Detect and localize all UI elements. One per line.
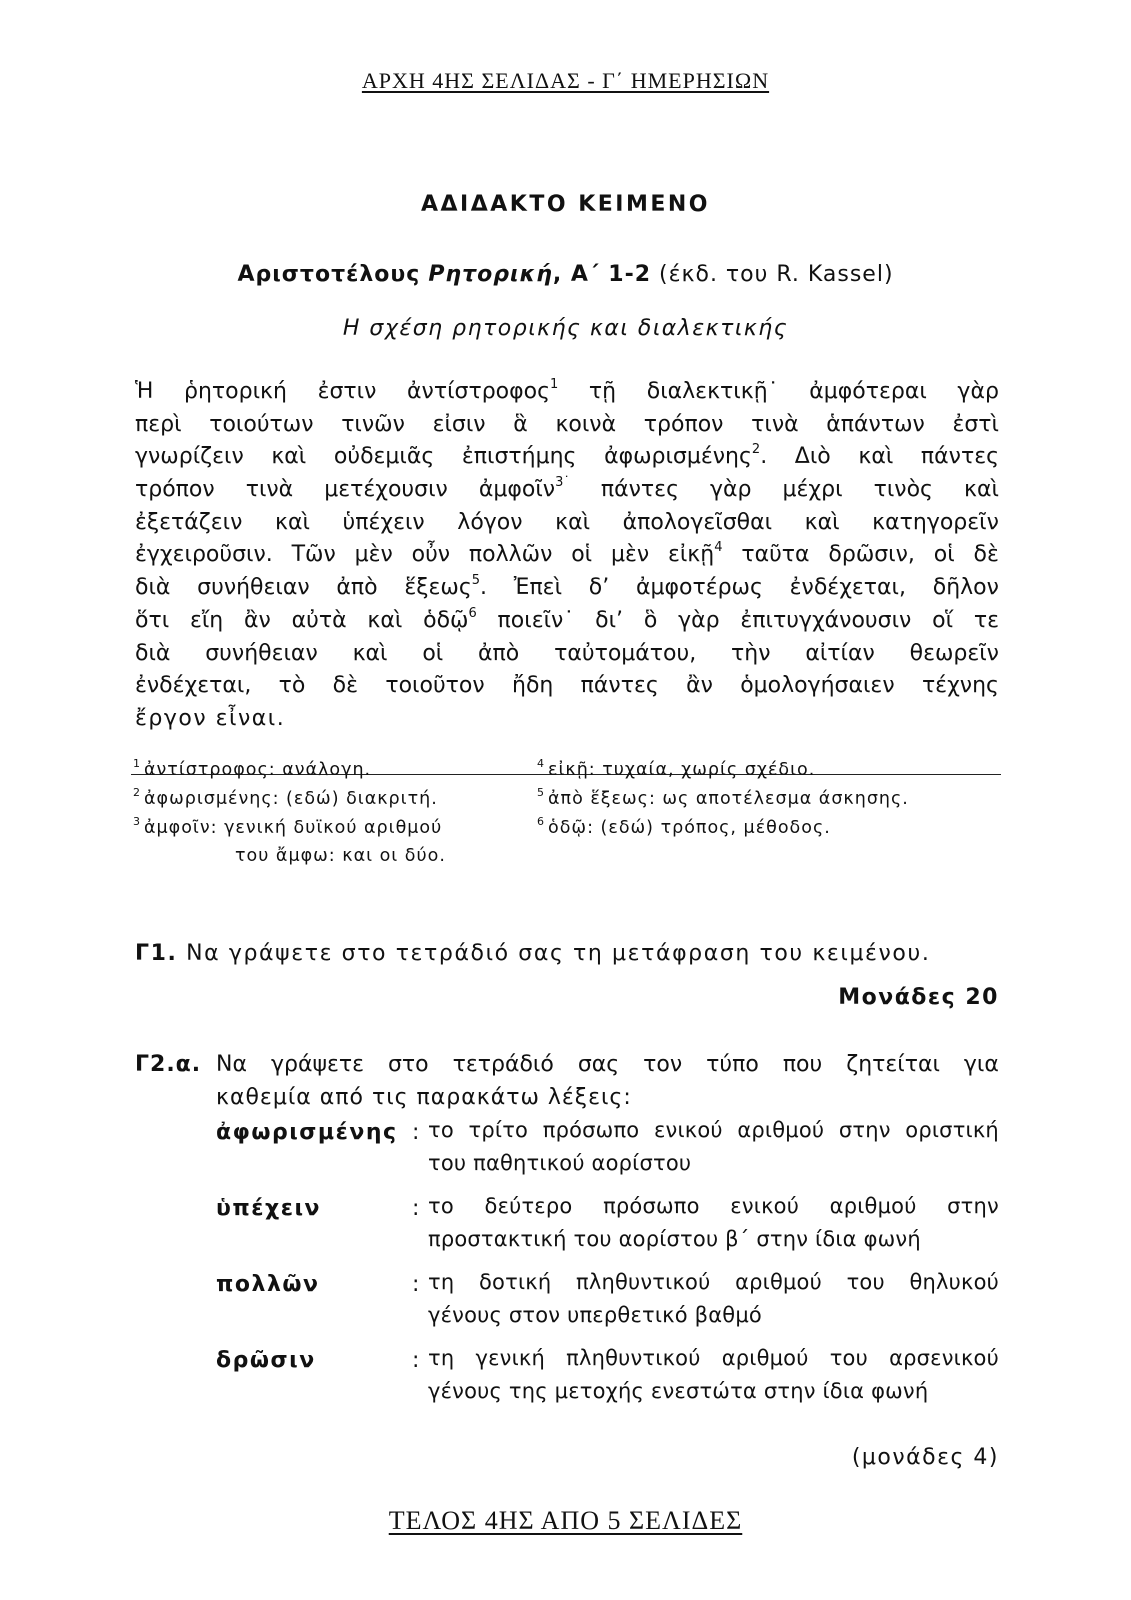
footnote-3-continuation: του ἄμφω: και οι δύο. — [235, 846, 446, 866]
term-word: δρῶσιν — [216, 1348, 316, 1373]
source-work: Ρητορική — [428, 262, 553, 287]
passage-line: ὅτι εἴη ἂν αὐτὰ καὶ ὁδῷ$^6$ ποιεῖν˙ δι’ ὃ γὰρ ἐπιτυγχάνουσιν οἵ τε — [135, 605, 999, 633]
ancient-text-passage — [135, 376, 999, 736]
question-label: Γ1. — [135, 941, 178, 966]
term-colon: : — [412, 1120, 420, 1145]
term-colon: : — [412, 1196, 420, 1221]
footnote-ref: 3˙ — [555, 475, 570, 491]
term-word: ἀφωρισμένης — [216, 1120, 398, 1145]
passage-line: ἐγχειροῦσιν. Τῶν μὲν οὖν πολλῶν οἱ μὲν εἰκῇ$^4$ ταῦτα δρῶσιν, οἱ δὲ — [135, 540, 999, 568]
source-ref: , Α΄ 1-2 — [552, 262, 652, 287]
question-g2-units: (μονάδες 4) — [851, 1445, 999, 1470]
question-g1 — [135, 941, 930, 966]
term-colon: : — [412, 1348, 420, 1373]
page-footer: ΤΕΛΟΣ 4ΗΣ ΑΠΟ 5 ΣΕΛΙΔΕΣ — [388, 1506, 743, 1535]
question-text: Να γράψετε στο τετράδιό σας τη μετάφραση του κειμένου. — [186, 941, 931, 966]
footnote-ref: 6 — [468, 605, 477, 621]
question-g2-label: Γ2.α. — [135, 1052, 202, 1077]
page-header: ΑΡΧΗ 4ΗΣ ΣΕΛΙΔΑΣ - Γ΄ ΗΜΕΡΗΣΙΩΝ — [361, 68, 770, 93]
term-description: το τρίτο πρόσωπο ενικού αριθμού στην οριστική του παθητικού αορίστου — [428, 1118, 999, 1175]
passage-line: ἐνδέχεται, τὸ δὲ τοιοῦτον ἤδη πάντες ἂν ὁμολογήσαιεν τέχνης — [135, 673, 999, 699]
passage-line: γνωρίζειν καὶ οὐδεμιᾶς ἐπιστήμης ἀφωρισμένης$^2$. Διὸ καὶ πάντες — [135, 442, 999, 470]
source-edition: (έκδ. του R. Kassel) — [659, 262, 894, 287]
footnote-ref: 1 — [550, 377, 559, 392]
footnote-ref: 5 — [471, 573, 481, 589]
footnote-5: $^5$ ἀπὸ ἕξεως: ως αποτέλεσμα άσκησης. — [537, 786, 909, 809]
footnote-2: $^2$ ἀφωρισμένης: (εδώ) διακριτή. — [133, 786, 438, 809]
footnote-6: $^6$ ὁδῷ: (εδώ) τρόπος, μέθοδος. — [537, 815, 831, 838]
term-description: τη δοτική πληθυντικού αριθμού του θηλυκού γένους στον υπερθετικό βαθμό — [428, 1270, 999, 1327]
section-title: ΑΔΙΔΑΚΤΟ ΚΕΙΜΕΝΟ — [420, 192, 710, 217]
question-g2-text: Να γράψετε στο τετράδιό σας τον τύπο που ζητείται για — [216, 1052, 999, 1077]
source-line — [0, 262, 1131, 287]
footnote-4: $^4$ εἰκῇ: τυχαία, χωρίς σχέδιο. — [537, 757, 816, 780]
passage-line: περὶ τοιούτων τινῶν εἰσιν ἃ κοινὰ τρόπον τινὰ ἁπάντων ἐστὶ — [135, 411, 999, 437]
question-g2-text-continuation: καθεμία από τις παρακάτω λέξεις: — [216, 1085, 632, 1110]
term-word: ὑπέχειν — [216, 1196, 321, 1221]
term-colon: : — [412, 1272, 420, 1297]
passage-line: τρόπον τινὰ μετέχουσιν ἀμφοῖν$^{3˙}$ πάντες γὰρ μέχρι τινὸς καὶ — [135, 475, 999, 503]
term-description: το δεύτερο πρόσωπο ενικού αριθμού στην προστακτική του αορίστου β΄ στην ίδια φωνή — [428, 1194, 999, 1251]
passage-line: ἔργον εἶναι. — [135, 705, 286, 731]
passage-line: ἐξετάζειν καὶ ὑπέχειν λόγον καὶ ἀπολογεῖσθαι καὶ κατηγορεῖν — [135, 509, 999, 535]
term-word: πολλῶν — [216, 1272, 320, 1297]
footnote-ref: 2 — [751, 442, 761, 458]
footnote-1: $^1$ ἀντίστροφος: ανάλογη. — [133, 757, 372, 780]
source-author: Αριστοτέλους — [237, 262, 421, 287]
question-g1-units: Μονάδες 20 — [838, 985, 999, 1010]
footnote-3: $^3$ ἀμφοῖν: γενική δυϊκού αριθμού — [133, 815, 443, 838]
term-description: τη γενική πληθυντικού αριθμού του αρσενικού γένους της μετοχής ενεστώτα στην ίδια φωνή — [428, 1346, 999, 1403]
passage-line: Ἡ ῥητορική ἐστιν ἀντίστροφος$^1$ τῇ διαλεκτικῇ˙ ἀμφότεραι γὰρ — [135, 377, 999, 404]
passage-line: διὰ συνήθειαν ἀπὸ ἕξεως$^5$. Ἐπεὶ δ’ ἀμφοτέρως ἐνδέχεται, δῆλον — [135, 573, 999, 601]
passage-line: διὰ συνήθειαν καὶ οἱ ἀπὸ ταὐτομάτου, τὴν αἰτίαν θεωρεῖν — [135, 640, 999, 666]
footnote-ref: 4 — [714, 540, 723, 556]
text-subtitle: Η σχέση ρητορικής και διαλεκτικής — [342, 316, 789, 341]
